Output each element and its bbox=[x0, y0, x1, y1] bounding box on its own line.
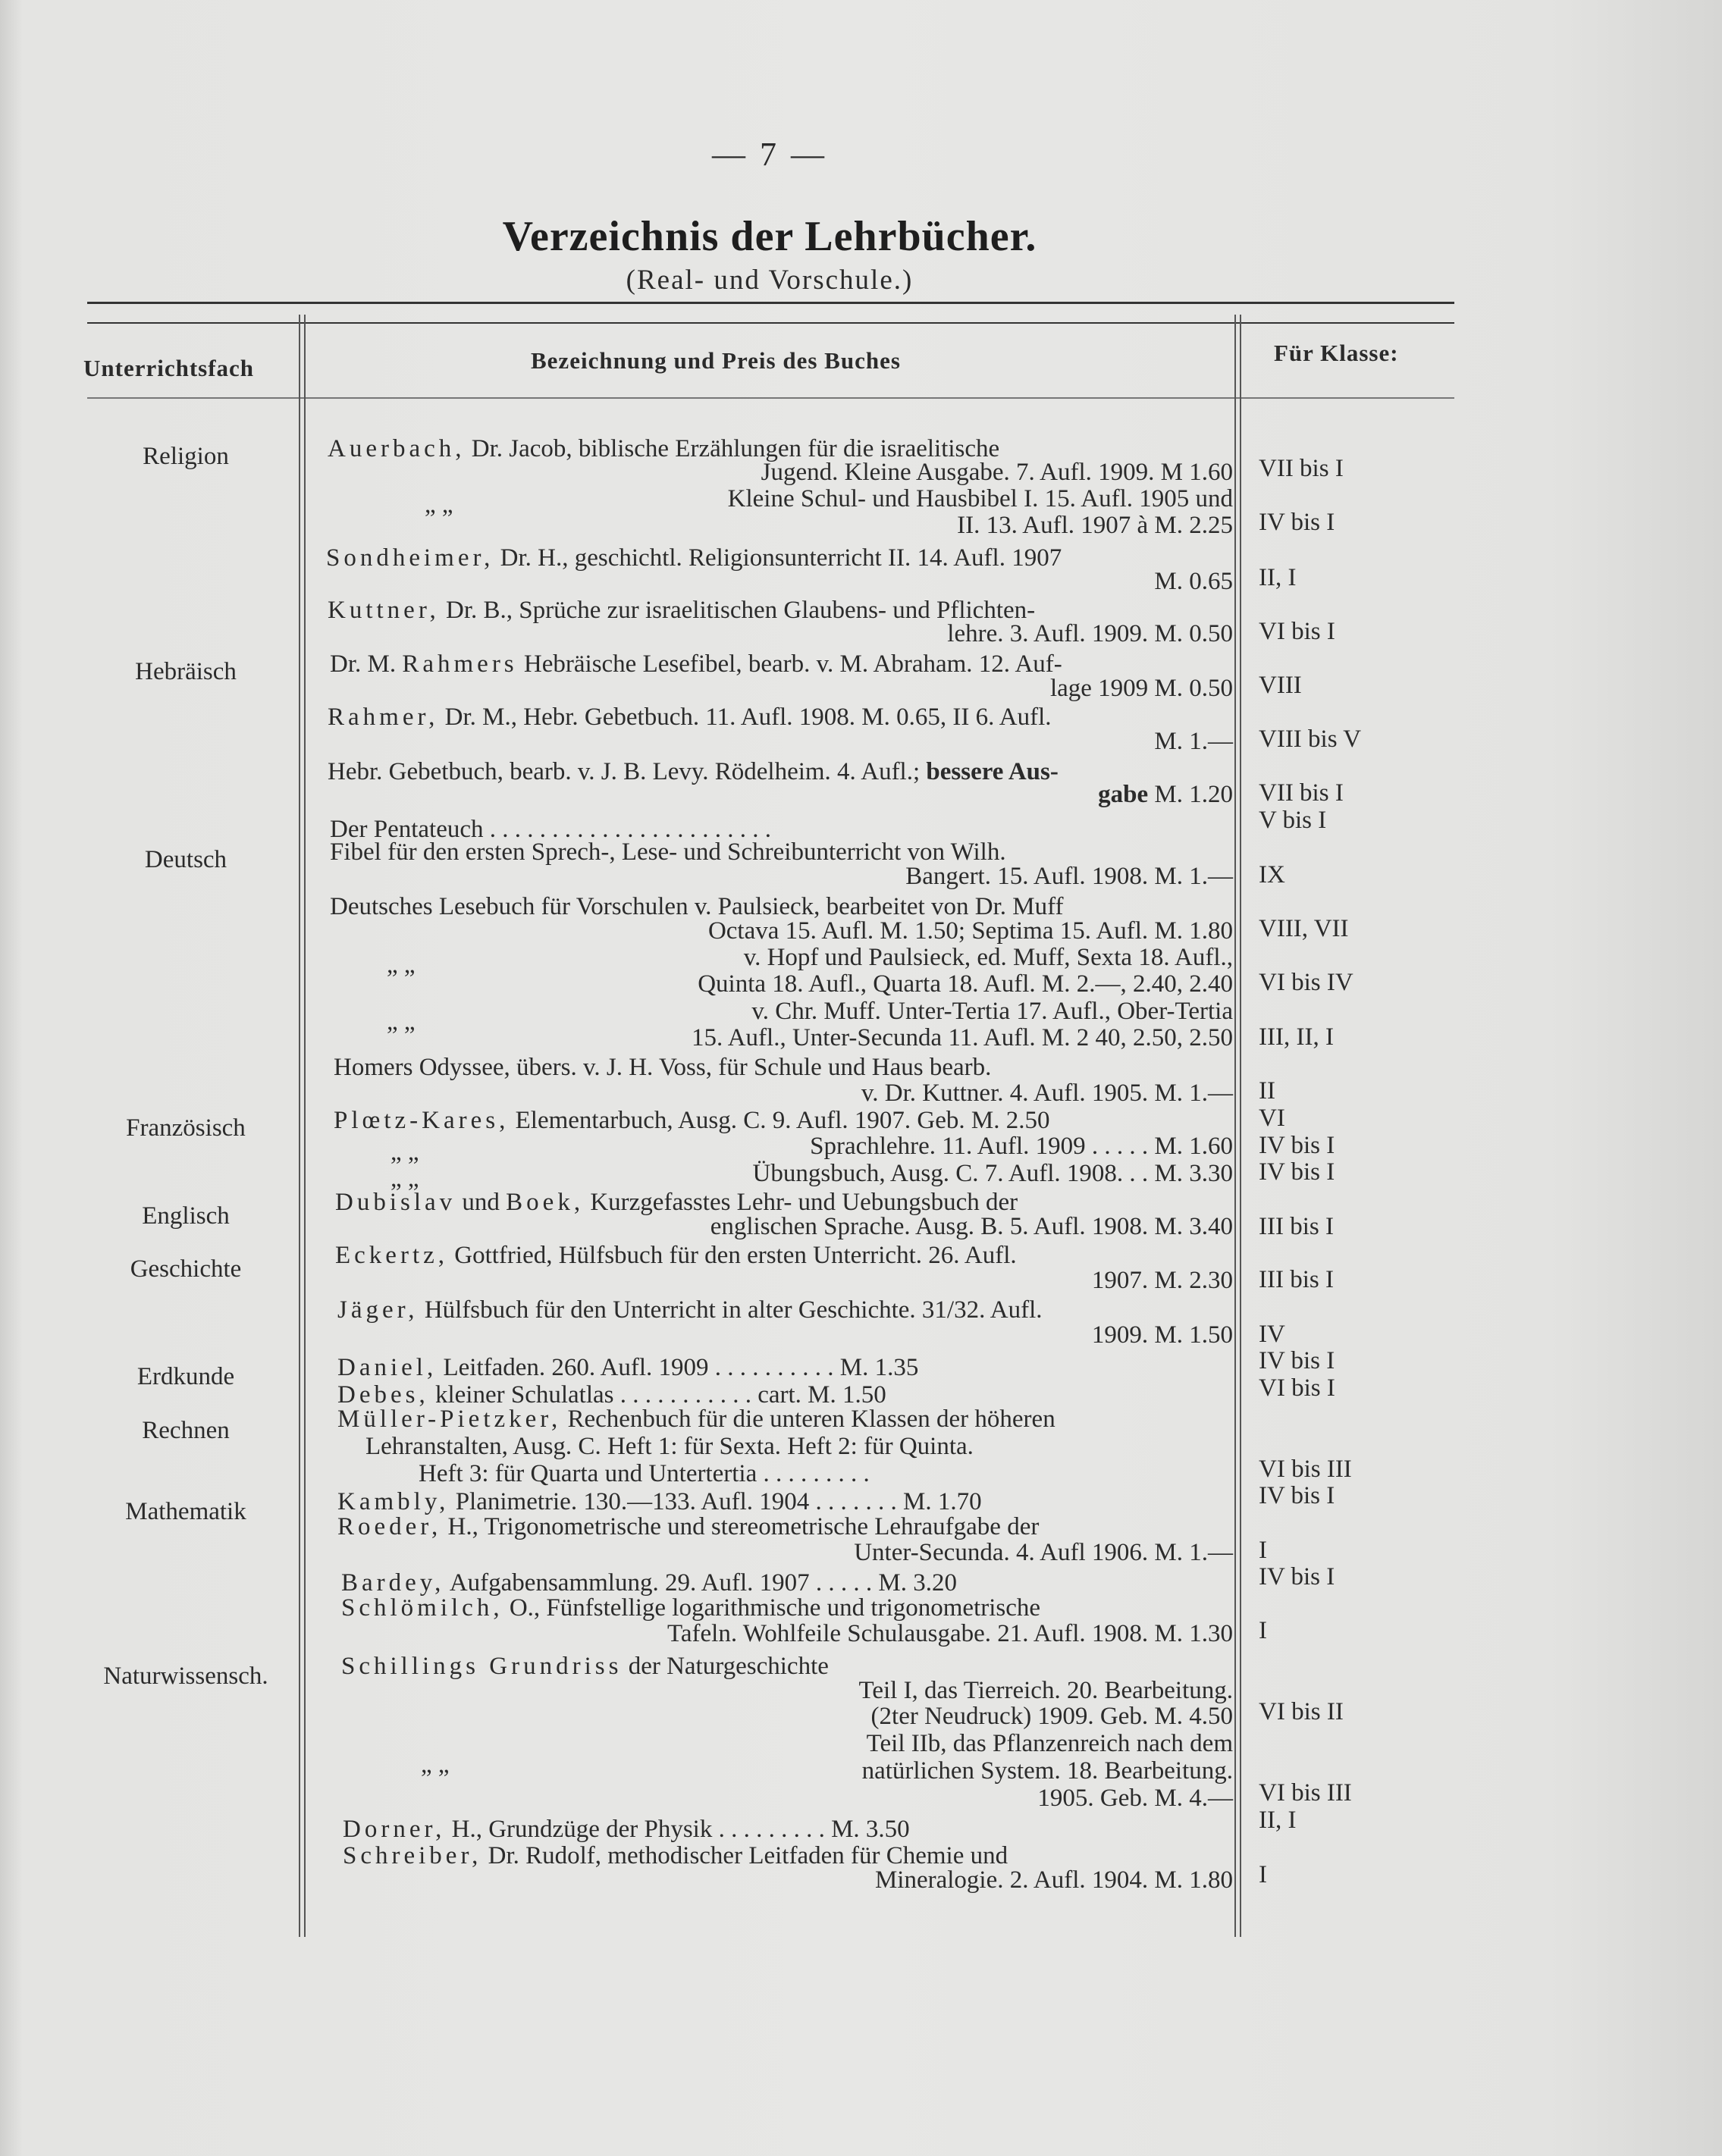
entry-line: v. Chr. Muff. Unter-Tertia 17. Aufl., Ober-Tertia bbox=[751, 998, 1233, 1025]
subject-naturwissensch: Naturwissensch. bbox=[103, 1662, 268, 1690]
entry-line: Eckertz, Gottfried, Hülfsbuch für den ersten Unterricht. 26. Aufl. bbox=[335, 1242, 1017, 1269]
entry-line: 15. Aufl., Unter-Secunda 11. Aufl. M. 2 40, 2.50, 2.50 bbox=[692, 1024, 1233, 1051]
subject-hebraisch: Hebräisch bbox=[135, 658, 237, 685]
author: Rahmer, bbox=[328, 704, 439, 731]
entry-line: Fibel für den ersten Sprech-, Lese- und Schreibunterricht von Wilh. bbox=[330, 838, 1006, 866]
class-value: IV bis I bbox=[1259, 1563, 1335, 1590]
subject-rechnen: Rechnen bbox=[142, 1417, 230, 1444]
class-value: VI bis II bbox=[1259, 1698, 1344, 1725]
class-value: VII bis I bbox=[1259, 779, 1344, 807]
ditto-mark: „ „ bbox=[387, 951, 416, 979]
entry-line: Kambly, Planimetrie. 130.—133. Aufl. 1904 . . . . . . . M. 1.70 bbox=[337, 1488, 982, 1515]
class-value: II, I bbox=[1259, 564, 1297, 591]
subject-geschichte: Geschichte bbox=[130, 1255, 242, 1283]
entry-line: Heft 3: für Quarta und Untertertia . . . . . . . . . bbox=[419, 1460, 870, 1487]
class-value: III, II, I bbox=[1259, 1023, 1334, 1051]
entry-line: Kleine Schul- und Hausbibel I. 15. Aufl. 1905 und bbox=[727, 485, 1233, 512]
subject-deutsch: Deutsch bbox=[144, 846, 227, 873]
author: Bardey, bbox=[341, 1569, 445, 1597]
entry-line: Kuttner, Dr. B., Sprüche zur israelitischen Glaubens- und Pflichten- bbox=[328, 597, 1036, 624]
entry-line: Auerbach, Dr. Jacob, biblische Erzählungen für die israelitische bbox=[328, 435, 1000, 462]
entry-line: (2ter Neudruck) 1909. Geb. M. 4.50 bbox=[870, 1703, 1233, 1730]
header-rule bbox=[87, 397, 1454, 399]
ditto-mark: „ „ bbox=[425, 491, 453, 519]
entry-line: v. Dr. Kuttner. 4. Aufl. 1905. M. 1.— bbox=[861, 1080, 1233, 1107]
class-value: VI bis III bbox=[1259, 1779, 1352, 1807]
class-value: VI bis I bbox=[1259, 1374, 1335, 1402]
entry-line: Octava 15. Aufl. M. 1.50; Septima 15. Aufl. M. 1.80 bbox=[707, 917, 1233, 945]
author: Rahmers bbox=[402, 650, 518, 678]
class-value: I bbox=[1259, 1617, 1267, 1644]
entry-line: gabe M. 1.20 bbox=[1098, 781, 1233, 808]
class-value: VIII bis V bbox=[1259, 725, 1362, 753]
class-value: IV bis I bbox=[1259, 1482, 1335, 1509]
class-value: VI bis III bbox=[1259, 1456, 1352, 1483]
ditto-mark: „ „ bbox=[391, 1139, 419, 1166]
entry-line: Quinta 18. Aufl., Quarta 18. Aufl. M. 2.—, 2.40, 2.40 bbox=[698, 970, 1233, 998]
entry-line: Homers Odyssee, übers. v. J. H. Voss, für Schule und Haus bearb. bbox=[334, 1054, 992, 1081]
column-divider-2b bbox=[1240, 315, 1241, 1937]
entry-line: Bardey, Aufgabensammlung. 29. Aufl. 1907 . . . . . M. 3.20 bbox=[341, 1569, 957, 1597]
class-value: IV bis I bbox=[1259, 1158, 1335, 1186]
author: Dubislav bbox=[335, 1189, 456, 1216]
subject-englisch: Englisch bbox=[142, 1202, 230, 1230]
entry-line: M. 1.— bbox=[1154, 728, 1233, 755]
entry-line: Jäger, Hülfsbuch für den Unterricht in alter Geschichte. 31/32. Aufl. bbox=[337, 1296, 1043, 1324]
author: Debes, bbox=[337, 1381, 429, 1409]
entry-line: Roeder, H., Trigonometrische und stereometrische Lehraufgabe der bbox=[337, 1513, 1040, 1540]
entry-line: lehre. 3. Aufl. 1909. M. 0.50 bbox=[947, 620, 1233, 647]
author: Schreiber, bbox=[343, 1842, 482, 1869]
ditto-mark: „ „ bbox=[421, 1751, 450, 1778]
subject-religion: Religion bbox=[143, 443, 229, 470]
entry-line: Teil I, das Tierreich. 20. Bearbeitung. bbox=[858, 1677, 1233, 1704]
entry-line: 1905. Geb. M. 4.— bbox=[1037, 1785, 1233, 1812]
header-subject: Unterrichtsfach bbox=[83, 355, 255, 381]
subject-franzosisch: Französisch bbox=[126, 1114, 246, 1142]
author: Plœtz-Kares, bbox=[334, 1107, 510, 1134]
entry-line: Dorner, H., Grundzüge der Physik . . . . . . . . . M. 3.50 bbox=[343, 1816, 910, 1843]
entry-line: Teil IIb, das Pflanzenreich nach dem bbox=[866, 1730, 1233, 1757]
entry-line: Sondheimer, Dr. H., geschichtl. Religionsunterricht II. 14. Aufl. 1907 bbox=[326, 544, 1062, 572]
class-value: III bis I bbox=[1259, 1266, 1334, 1293]
entry-line: natürlichen System. 18. Bearbeitung. bbox=[861, 1757, 1233, 1785]
class-value: IV bis I bbox=[1259, 1132, 1335, 1159]
class-value: I bbox=[1259, 1537, 1267, 1564]
class-value: IV bbox=[1259, 1321, 1285, 1348]
class-value: V bis I bbox=[1259, 807, 1327, 834]
entry-line: Bangert. 15. Aufl. 1908. M. 1.— bbox=[905, 863, 1233, 890]
class-value: IV bis I bbox=[1259, 1347, 1335, 1374]
top-rule bbox=[87, 302, 1454, 304]
class-value: III bis I bbox=[1259, 1213, 1334, 1240]
entry-line: Dubislav und Boek, Kurzgefasstes Lehr- und Uebungsbuch der bbox=[335, 1189, 1018, 1216]
author: Daniel, bbox=[337, 1354, 438, 1381]
entry-line: Dr. M. Rahmers Hebräische Lesefibel, bearb. v. M. Abraham. 12. Auf- bbox=[330, 650, 1062, 678]
entry-line: Tafeln. Wohlfeile Schulausgabe. 21. Aufl. 1908. M. 1.30 bbox=[667, 1620, 1233, 1647]
author: Müller-Pietzker, bbox=[337, 1405, 562, 1433]
entry-line: Müller-Pietzker, Rechenbuch für die unteren Klassen der höheren bbox=[337, 1405, 1055, 1433]
entry-line: Schillings Grundriss der Naturgeschichte bbox=[341, 1653, 829, 1680]
author: Jäger, bbox=[337, 1296, 419, 1324]
entry-line: 1907. M. 2.30 bbox=[1091, 1267, 1233, 1294]
ditto-mark: „ „ bbox=[391, 1165, 419, 1192]
entry-line: v. Hopf und Paulsieck, ed. Muff, Sexta 18. Aufl., bbox=[743, 944, 1233, 971]
class-value: VI bis I bbox=[1259, 618, 1335, 645]
entry-line: Übungsbuch, Ausg. C. 7. Aufl. 1908. . . M. 3.30 bbox=[752, 1160, 1233, 1187]
entry-line: Schlömilch, O., Fünfstellige logarithmische und trigonometrische bbox=[341, 1594, 1041, 1622]
author: Roeder, bbox=[337, 1513, 442, 1540]
header-book: Bezeichnung und Preis des Buches bbox=[531, 347, 901, 374]
entry-line: Sprachlehre. 11. Aufl. 1909 . . . . . M. 1.60 bbox=[810, 1133, 1233, 1160]
entry-line: Mineralogie. 2. Aufl. 1904. M. 1.80 bbox=[874, 1866, 1233, 1894]
entry-line: Jugend. Kleine Ausgabe. 7. Aufl. 1909. M 1.60 bbox=[761, 459, 1233, 486]
class-value: II bbox=[1259, 1077, 1275, 1105]
class-value: VIII bbox=[1259, 672, 1302, 699]
entry-line: Rahmer, Dr. M., Hebr. Gebetbuch. 11. Aufl. 1908. M. 0.65, II 6. Aufl. bbox=[328, 704, 1052, 731]
subject-erdkunde: Erdkunde bbox=[136, 1363, 235, 1390]
column-divider-2 bbox=[1234, 315, 1236, 1937]
author: Sondheimer, bbox=[326, 544, 494, 572]
class-value: VI bis IV bbox=[1259, 969, 1353, 996]
author: Auerbach, bbox=[328, 435, 466, 462]
ditto-mark: „ „ bbox=[387, 1008, 416, 1036]
author: Schlömilch, bbox=[341, 1594, 503, 1622]
author: Kambly, bbox=[337, 1488, 450, 1515]
entry-line: Deutsches Lesebuch für Vorschulen v. Paulsieck, bearbeitet von Dr. Muff bbox=[330, 893, 1064, 920]
entry-line: II. 13. Aufl. 1907 à M. 2.25 bbox=[957, 512, 1233, 539]
author: Schillings Grundriss bbox=[341, 1653, 623, 1680]
entry-line: Lehranstalten, Ausg. C. Heft 1: für Sexta. Heft 2: für Quinta. bbox=[365, 1433, 974, 1460]
entry-line: Unter-Secunda. 4. Aufl 1906. M. 1.— bbox=[854, 1539, 1233, 1566]
entry-line: 1909. M. 1.50 bbox=[1091, 1321, 1233, 1349]
class-value: IV bis I bbox=[1259, 509, 1335, 536]
entry-line: Daniel, Leitfaden. 260. Aufl. 1909 . . . . . . . . . . M. 1.35 bbox=[337, 1354, 919, 1381]
subject-mathematik: Mathematik bbox=[125, 1498, 246, 1525]
page-title: Verzeichnis der Lehrbücher. bbox=[502, 213, 1037, 260]
entry-line: englischen Sprache. Ausg. B. 5. Aufl. 1908. M. 3.40 bbox=[710, 1213, 1233, 1240]
entry-line: Schreiber, Dr. Rudolf, methodischer Leitfaden für Chemie und bbox=[343, 1842, 1008, 1869]
author: Eckertz, bbox=[335, 1242, 449, 1269]
class-value: VII bis I bbox=[1259, 455, 1344, 482]
entry-line: Hebr. Gebetbuch, bearb. v. J. B. Levy. Rödelheim. 4. Aufl.; bessere Aus- bbox=[328, 758, 1059, 785]
header-class: Für Klasse: bbox=[1274, 340, 1399, 366]
entry-line: Plœtz-Kares, Elementarbuch, Ausg. C. 9. Aufl. 1907. Geb. M. 2.50 bbox=[334, 1107, 1050, 1134]
class-value: I bbox=[1259, 1861, 1267, 1888]
class-value: VIII, VII bbox=[1259, 915, 1349, 942]
class-value: II, I bbox=[1259, 1807, 1297, 1834]
entry-line: M. 0.65 bbox=[1154, 568, 1233, 595]
author: Kuttner, bbox=[328, 597, 440, 624]
author: Boek, bbox=[506, 1189, 585, 1216]
entry-line: lage 1909 M. 0.50 bbox=[1049, 675, 1233, 702]
top-rule-thin bbox=[87, 322, 1454, 324]
class-value: VI bbox=[1259, 1105, 1285, 1132]
page-number: — 7 — bbox=[712, 136, 827, 173]
entry-line: Debes, kleiner Schulatlas . . . . . . . . . . . cart. M. 1.50 bbox=[337, 1381, 886, 1409]
entry-line: Der Pentateuch . . . . . . . . . . . . . . . . . . . . . . . bbox=[330, 816, 771, 843]
class-value: IX bbox=[1259, 861, 1285, 888]
author: Dorner, bbox=[343, 1816, 446, 1843]
page-subtitle: (Real- und Vorschule.) bbox=[626, 265, 914, 296]
